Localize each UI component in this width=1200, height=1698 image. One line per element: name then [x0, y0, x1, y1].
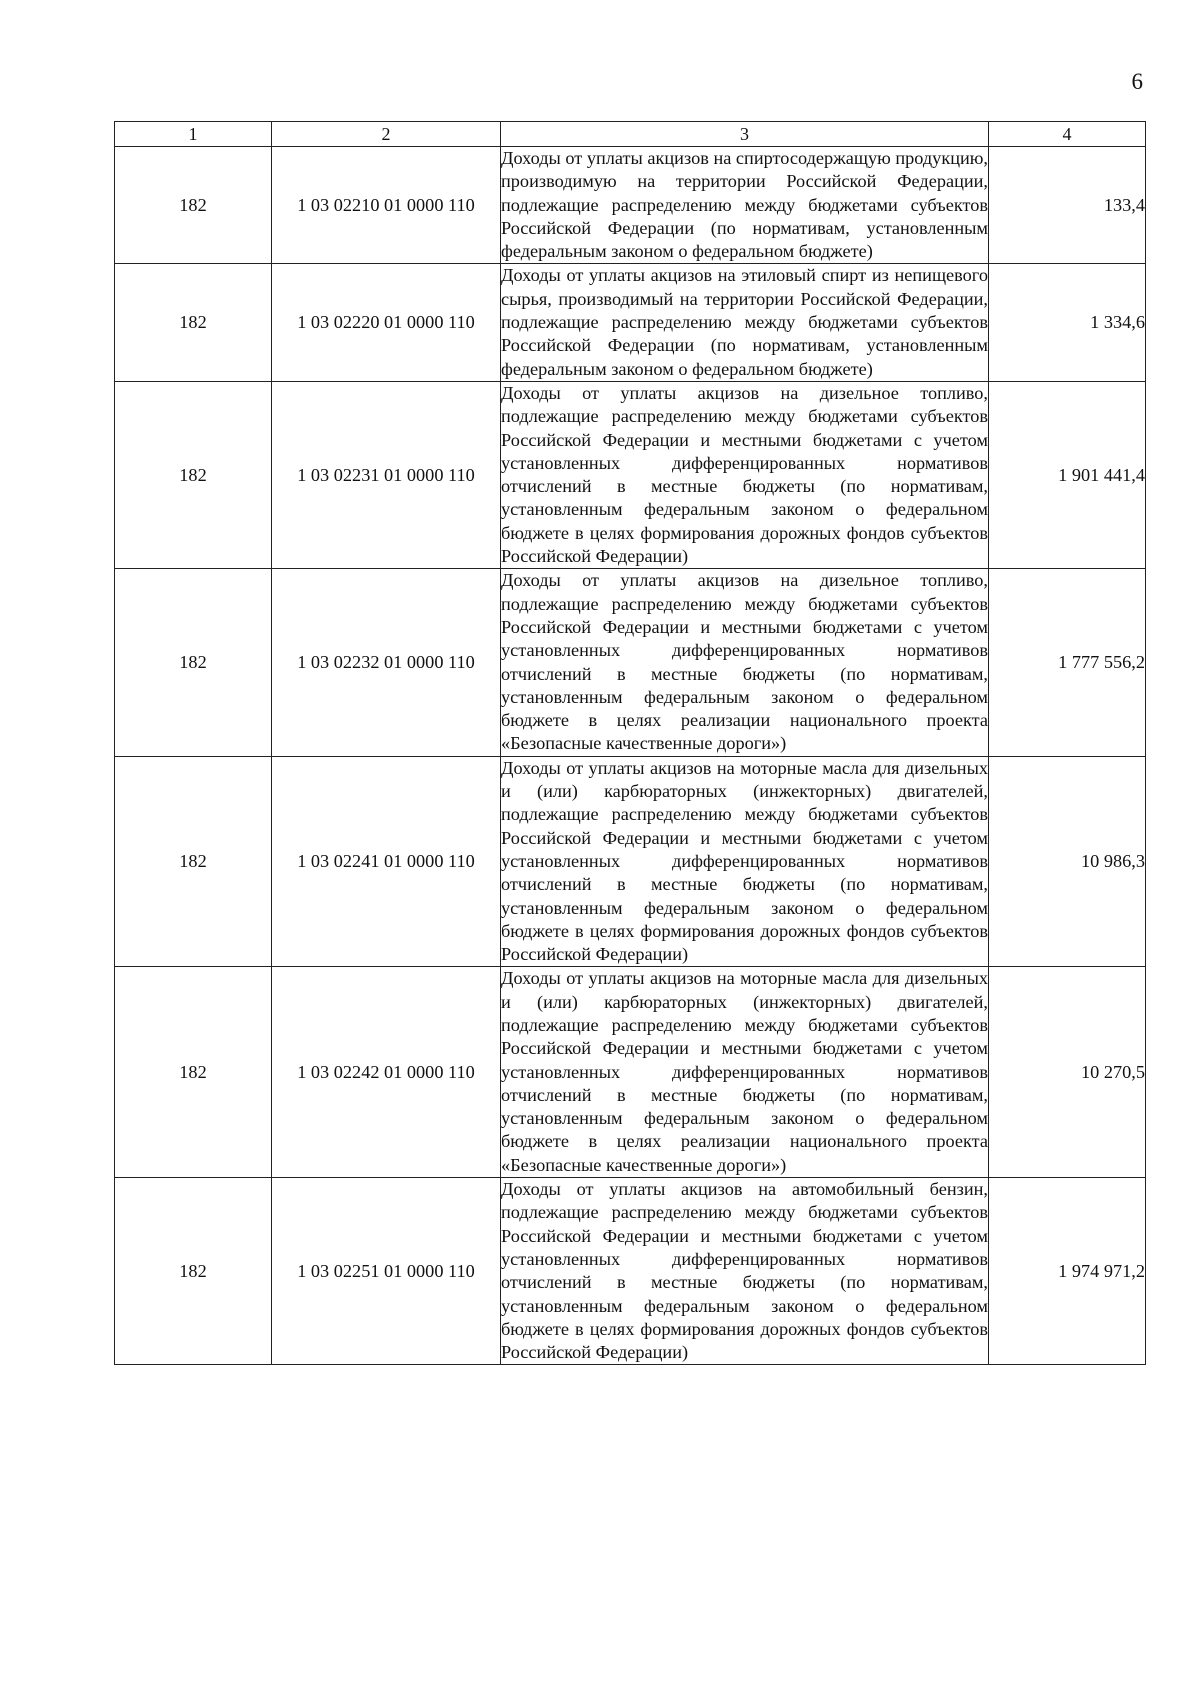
budget-code-cell: 1 03 02242 01 0000 110 [272, 967, 501, 1178]
table-row [115, 1178, 1146, 1365]
budget-code-cell: 1 03 02232 01 0000 110 [272, 569, 501, 756]
table-row [115, 381, 1146, 568]
admin-code-cell: 182 [115, 756, 272, 967]
table-row [115, 569, 1146, 756]
admin-code-cell: 182 [115, 967, 272, 1178]
admin-code-cell: 182 [115, 381, 272, 568]
amount-cell: 1 974 971,2 [989, 1178, 1146, 1365]
description-cell: Доходы от уплаты акцизов на дизельное топливо, подлежащие распределению между бюджетами субъектов Российской Федерации и местными бюджетами с учетом установленных дифференцированных нормативов отчислений в местные бюджеты (по нормативам, установленным федеральным законом о федеральном бюджете в целях реализации национального проекта «Безопасные качественные дороги») [501, 569, 989, 756]
budget-code-cell: 1 03 02241 01 0000 110 [272, 756, 501, 967]
amount-cell: 10 986,3 [989, 756, 1146, 967]
budget-code-cell: 1 03 02210 01 0000 110 [272, 147, 501, 264]
admin-code-cell: 182 [115, 1178, 272, 1365]
column-header: 4 [989, 122, 1146, 147]
description-cell: Доходы от уплаты акцизов на моторные масла для дизельных и (или) карбюраторных (инжекторных) двигателей, подлежащие распределению между бюджетами субъектов Российской Федерации и местными бюджетами с учетом установленных дифференцированных нормативов отчислений в местные бюджеты (по нормативам, установленным федеральным законом о федеральном бюджете в целях реализации национального проекта «Безопасные качественные дороги») [501, 967, 989, 1178]
budget-code-cell: 1 03 02231 01 0000 110 [272, 381, 501, 568]
table-row [115, 756, 1146, 967]
page-number: 6 [1131, 69, 1143, 94]
admin-code-cell: 182 [115, 264, 272, 381]
amount-cell: 133,4 [989, 147, 1146, 264]
budget-code-cell: 1 03 02220 01 0000 110 [272, 264, 501, 381]
table-row [115, 264, 1146, 381]
budget-code-cell: 1 03 02251 01 0000 110 [272, 1178, 501, 1365]
amount-cell: 1 777 556,2 [989, 569, 1146, 756]
revenue-table [114, 121, 1146, 1365]
column-header: 1 [115, 122, 272, 147]
admin-code-cell: 182 [115, 569, 272, 756]
table-row [115, 147, 1146, 264]
amount-cell: 1 901 441,4 [989, 381, 1146, 568]
description-cell: Доходы от уплаты акцизов на спиртосодержащую продукцию, производимую на территории Российской Федерации, подлежащие распределению между бюджетами субъектов Российской Федерации (по нормативам, установленным федеральным законом о федеральном бюджете) [501, 147, 989, 264]
column-header: 2 [272, 122, 501, 147]
description-cell: Доходы от уплаты акцизов на этиловый спирт из непищевого сырья, производимый на территории Российской Федерации, подлежащие распределению между бюджетами субъектов Российской Федерации (по нормативам, установленным федеральным законом о федеральном бюджете) [501, 264, 989, 381]
admin-code-cell: 182 [115, 147, 272, 264]
description-cell: Доходы от уплаты акцизов на моторные масла для дизельных и (или) карбюраторных (инжекторных) двигателей, подлежащие распределению между бюджетами субъектов Российской Федерации и местными бюджетами с учетом установленных дифференцированных нормативов отчислений в местные бюджеты (по нормативам, установленным федеральным законом о федеральном бюджете в целях формирования дорожных фондов субъектов Российской Федерации) [501, 756, 989, 967]
table-header-row [115, 122, 1146, 147]
column-header: 3 [501, 122, 989, 147]
description-cell: Доходы от уплаты акцизов на автомобильный бензин, подлежащие распределению между бюджетами субъектов Российской Федерации и местными бюджетами с учетом установленных дифференцированных нормативов отчислений в местные бюджеты (по нормативам, установленным федеральным законом о федеральном бюджете в целях формирования дорожных фондов субъектов Российской Федерации) [501, 1178, 989, 1365]
description-cell: Доходы от уплаты акцизов на дизельное топливо, подлежащие распределению между бюджетами субъектов Российской Федерации и местными бюджетами с учетом установленных дифференцированных нормативов отчислений в местные бюджеты (по нормативам, установленным федеральным законом о федеральном бюджете в целях формирования дорожных фондов субъектов Российской Федерации) [501, 381, 989, 568]
amount-cell: 10 270,5 [989, 967, 1146, 1178]
table-row [115, 967, 1146, 1178]
amount-cell: 1 334,6 [989, 264, 1146, 381]
